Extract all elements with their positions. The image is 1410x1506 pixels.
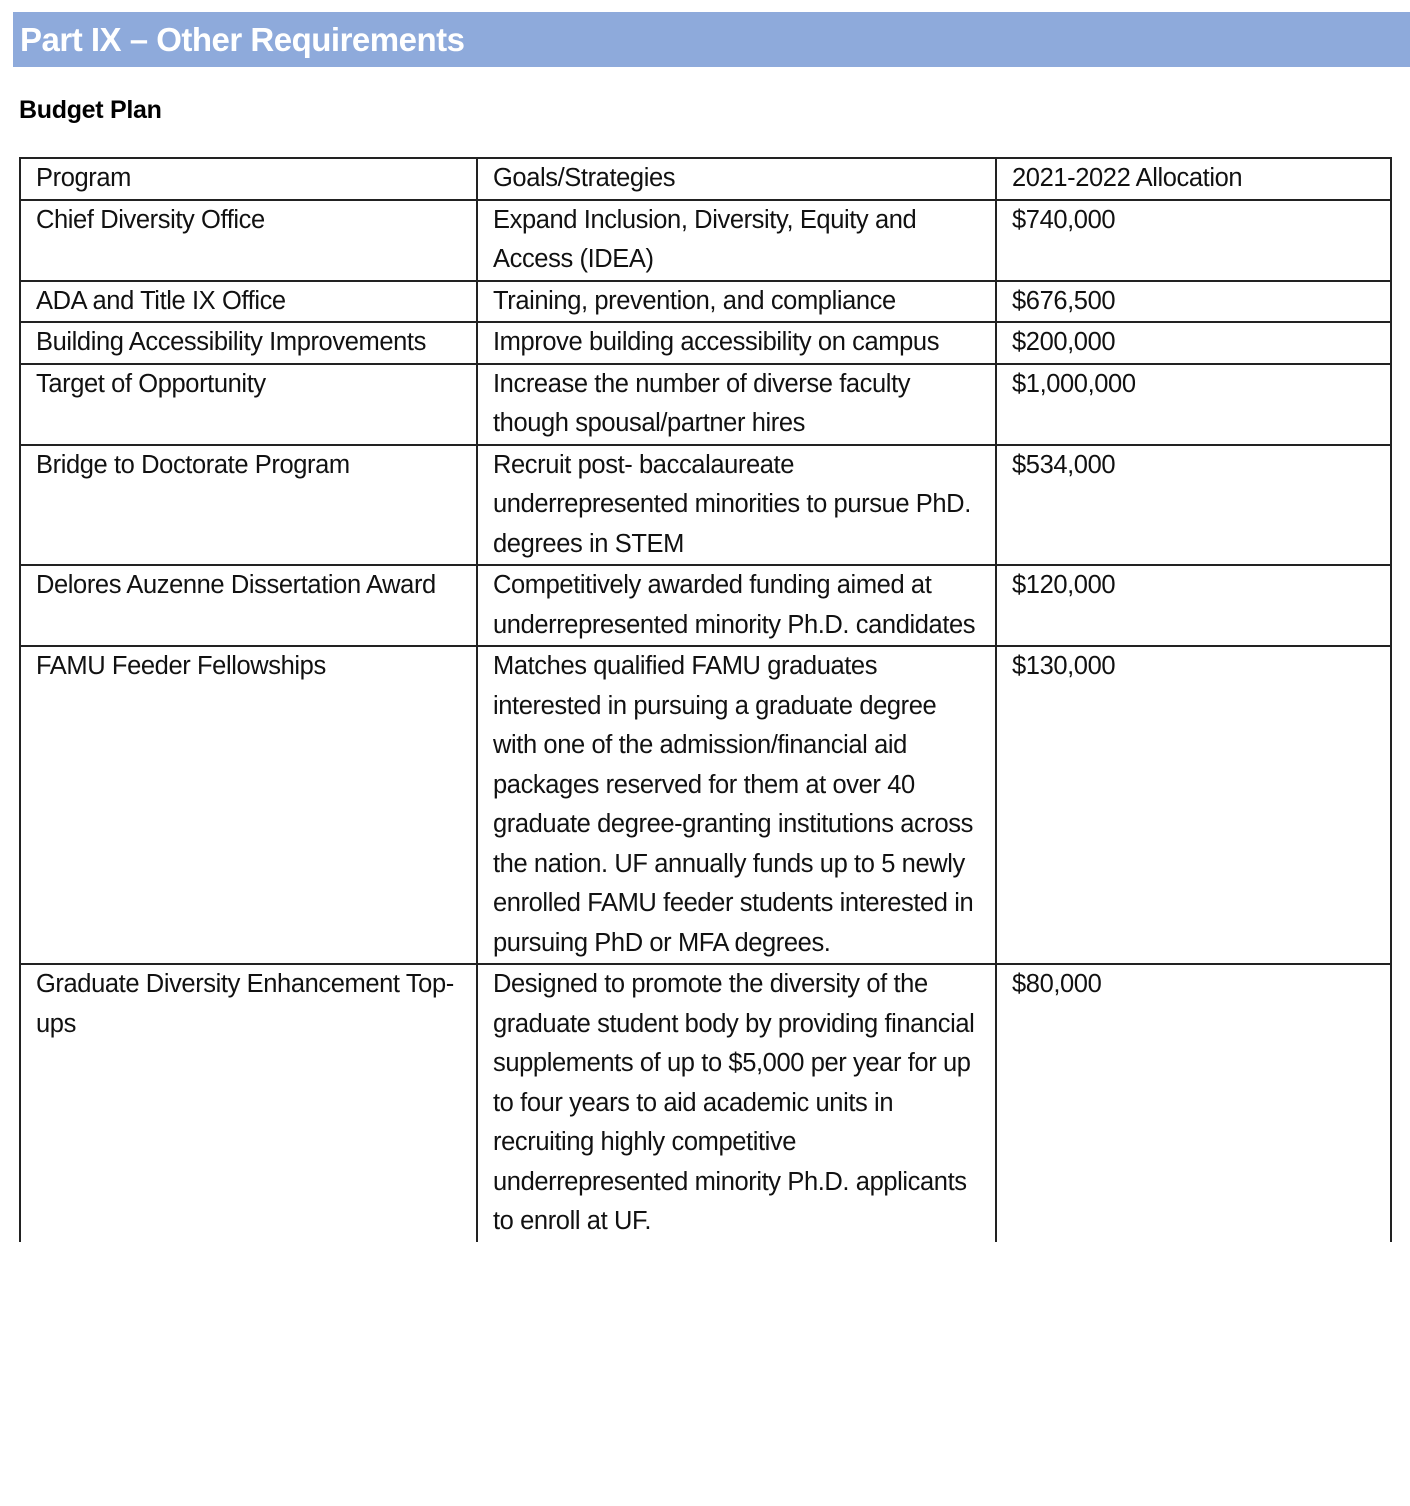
table-row	[20, 200, 1391, 281]
program-cell: ADA and Title IX Office	[20, 281, 477, 323]
program-cell: FAMU Feeder Fellowships	[20, 646, 477, 964]
goals-cell: Expand Inclusion, Diversity, Equity and Access (IDEA)	[477, 200, 996, 281]
program-cell: Graduate Diversity Enhancement Top-ups	[20, 964, 477, 1242]
allocation-cell: $740,000	[996, 200, 1391, 281]
table-row	[20, 322, 1391, 364]
program-cell: Delores Auzenne Dissertation Award	[20, 565, 477, 646]
goals-cell: Competitively awarded funding aimed at underrepresented minority Ph.D. candidates	[477, 565, 996, 646]
goals-cell: Designed to promote the diversity of the graduate student body by providing financial supplements of up to $5,000 per year for up to four years to aid academic units in recruiting highly competitive underrepresented minority Ph.D. applicants to enroll at UF.	[477, 964, 996, 1242]
goals-cell: Improve building accessibility on campus	[477, 322, 996, 364]
table-row	[20, 964, 1391, 1242]
table-row	[20, 281, 1391, 323]
allocation-cell: $130,000	[996, 646, 1391, 964]
goals-cell: Matches qualified FAMU graduates interested in pursuing a graduate degree with one of the admission/financial aid packages reserved for them at over 40 graduate degree-granting institutions across the nation. UF annually funds up to 5 newly enrolled FAMU feeder students interested in pursuing PhD or MFA degrees.	[477, 646, 996, 964]
program-cell: Chief Diversity Office	[20, 200, 477, 281]
program-cell: Bridge to Doctorate Program	[20, 445, 477, 566]
table-row	[20, 646, 1391, 964]
goals-cell: Recruit post- baccalaureate underrepresented minorities to pursue PhD. degrees in STEM	[477, 445, 996, 566]
table-row	[20, 445, 1391, 566]
budget-table	[19, 157, 1392, 1242]
table-row	[20, 364, 1391, 445]
allocation-cell: $120,000	[996, 565, 1391, 646]
program-cell: Target of Opportunity	[20, 364, 477, 445]
program-cell: Building Accessibility Improvements	[20, 322, 477, 364]
column-header-allocation: 2021-2022 Allocation	[996, 158, 1391, 200]
table-row	[20, 565, 1391, 646]
section-title: Part IX – Other Requirements	[20, 21, 465, 58]
allocation-cell: $534,000	[996, 445, 1391, 566]
allocation-cell: $200,000	[996, 322, 1391, 364]
goals-cell: Training, prevention, and compliance	[477, 281, 996, 323]
column-header-goals: Goals/Strategies	[477, 158, 996, 200]
section-banner	[13, 12, 1410, 67]
allocation-cell: $80,000	[996, 964, 1391, 1242]
column-header-program: Program	[20, 158, 477, 200]
allocation-cell: $676,500	[996, 281, 1391, 323]
goals-cell: Increase the number of diverse faculty though spousal/partner hires	[477, 364, 996, 445]
table-header-row	[20, 158, 1391, 200]
budget-plan-heading: Budget Plan	[19, 96, 162, 124]
allocation-cell: $1,000,000	[996, 364, 1391, 445]
